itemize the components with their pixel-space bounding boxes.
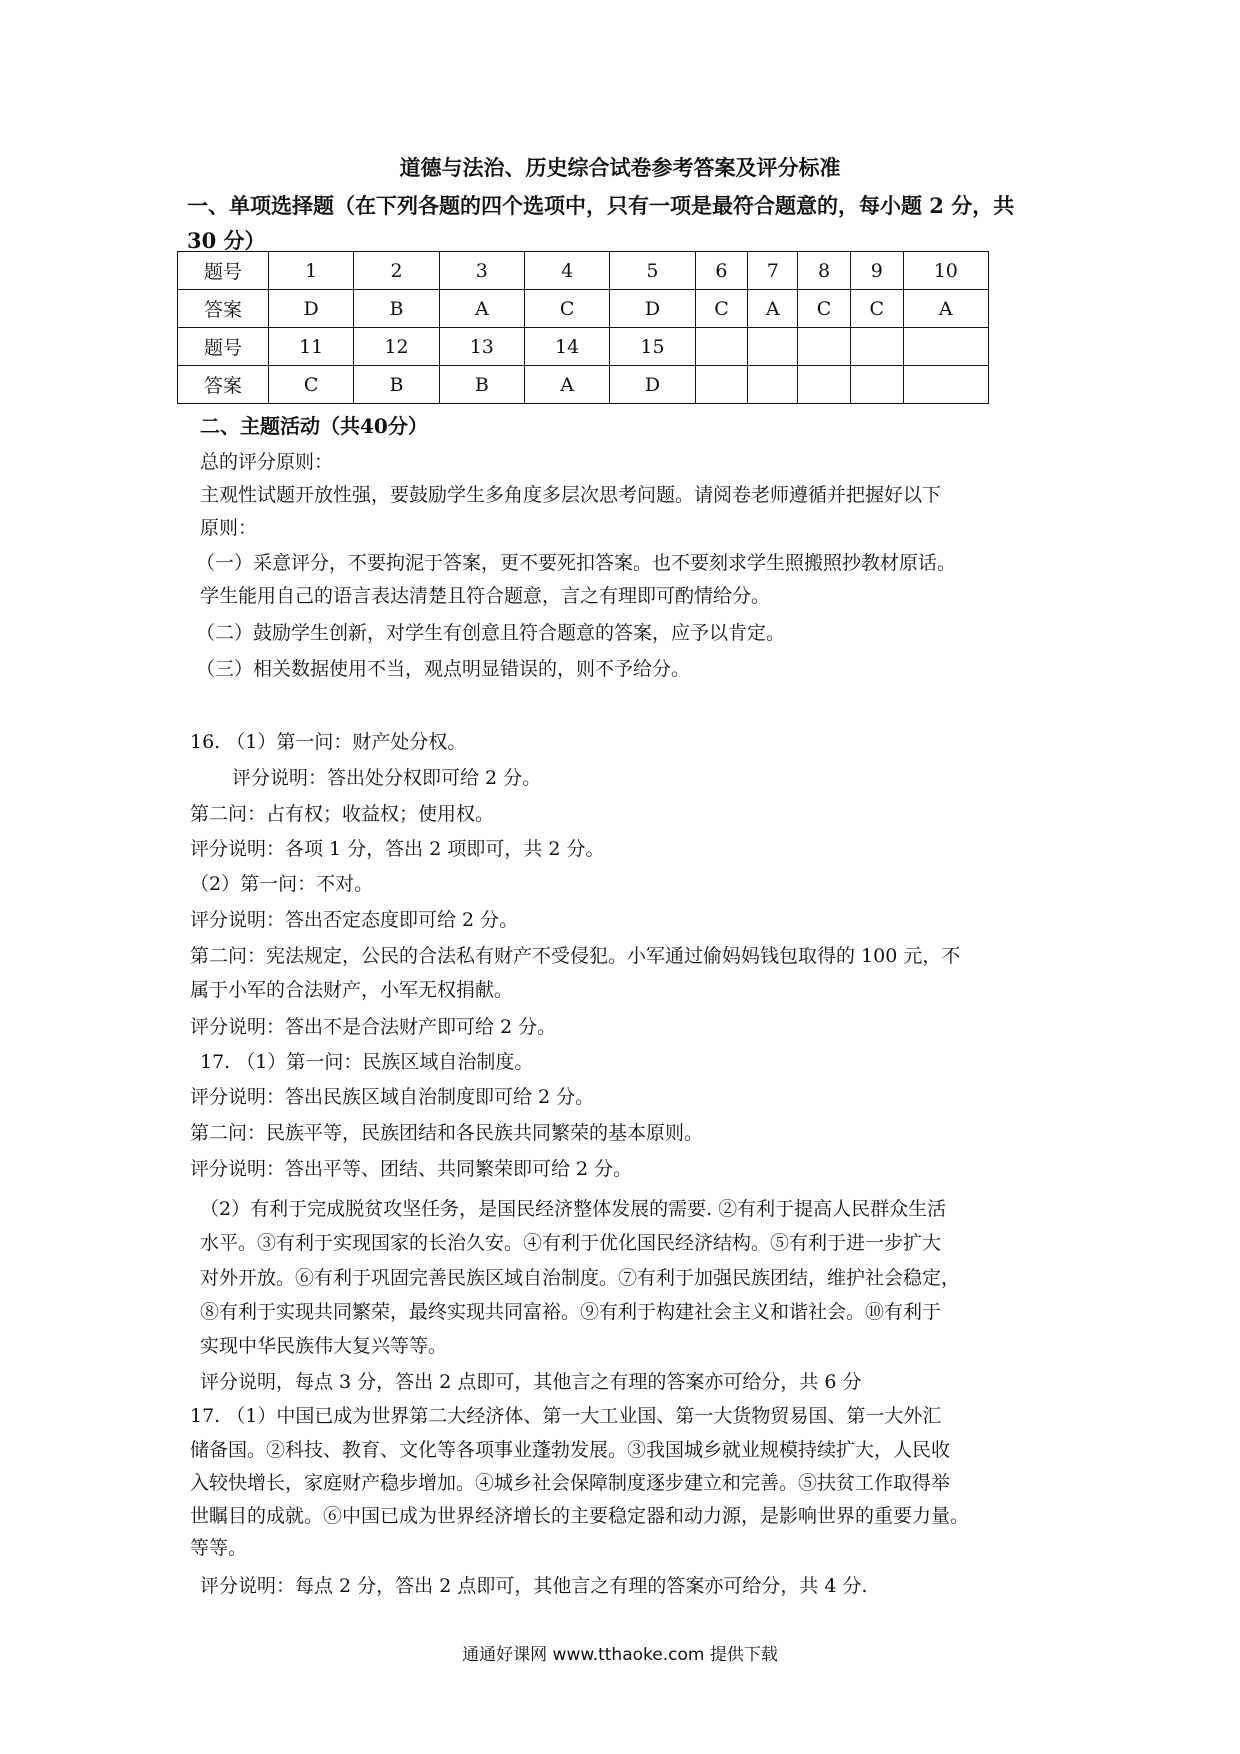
q16-line8: 属于小军的合法财产，小军无权捐献。 — [190, 979, 514, 1001]
q17b-line1: 17. （1）中国已成为世界第二大经济体、第一大工业国、第一大货物贸易国、第一大外汇 — [190, 1405, 942, 1427]
table-cell: 9 — [850, 252, 903, 290]
table-cell — [798, 366, 851, 404]
q17a-line8: ⑧有利于实现共同繁荣，最终实现共同富裕。⑨有利于构建社会主义和谐社会。⑩有利于 — [200, 1301, 942, 1323]
table-cell: 题号 — [178, 252, 269, 290]
table-cell: 3 — [439, 252, 524, 290]
principle-2: （二）鼓励学生创新，对学生有创意且符合题意的答案，应予以肯定。 — [196, 622, 786, 644]
table-cell: 15 — [610, 328, 695, 366]
table-cell: 7 — [748, 252, 798, 290]
table-cell: D — [610, 290, 695, 328]
table-cell: C — [695, 290, 748, 328]
table-cell: 2 — [354, 252, 439, 290]
table-cell — [798, 328, 851, 366]
q17a-line5: （2）有利于完成脱贫攻坚任务，是国民经济整体发展的需要. ②有利于提高人民群众生活 — [200, 1198, 947, 1220]
table-cell: 4 — [524, 252, 609, 290]
table-cell: A — [748, 290, 798, 328]
table-cell: 10 — [903, 252, 988, 290]
table-cell — [695, 366, 748, 404]
section1-heading-line1: 一、单项选择题（在下列各题的四个选项中，只有一项是最符合题意的，每小题 2 分，共 — [187, 193, 1015, 218]
table-cell: 答案 — [178, 290, 269, 328]
q17a-line7: 对外开放。⑥有利于巩固完善民族区域自治制度。⑦有利于加强民族团结，维护社会稳定， — [200, 1267, 961, 1289]
table-cell: D — [610, 366, 695, 404]
table-row — [178, 328, 989, 366]
q16-line7: 第二问：宪法规定，公民的合法私有财产不受侵犯。小军通过偷妈妈钱包取得的 100 元，不 — [190, 945, 961, 967]
table-cell: 8 — [798, 252, 851, 290]
table-row — [178, 290, 989, 328]
q16-line9: 评分说明：答出不是合法财产即可给 2 分。 — [190, 1016, 557, 1038]
table-cell: B — [354, 366, 439, 404]
q16-line2: 评分说明：答出处分权即可给 2 分。 — [232, 767, 542, 789]
table-cell: B — [439, 366, 524, 404]
section2-heading: 二、主题活动（共40分） — [200, 414, 428, 438]
table-cell — [748, 366, 798, 404]
intro-line1: 主观性试题开放性强，要鼓励学生多角度多层次思考问题。请阅卷老师遵循并把握好以下 — [200, 484, 942, 506]
q17a-line1: 17. （1）第一问：民族区域自治制度。 — [200, 1051, 534, 1073]
principle-3: （三）相关数据使用不当，观点明显错误的，则不予给分。 — [196, 658, 691, 680]
footer-watermark: 通通好课网 www.tthaoke.com 提供下载 — [462, 1645, 778, 1665]
table-cell: D — [269, 290, 354, 328]
table-cell: A — [903, 290, 988, 328]
intro-line2: 原则： — [200, 517, 258, 539]
q17a-line2: 评分说明：答出民族区域自治制度即可给 2 分。 — [190, 1086, 595, 1108]
table-cell — [903, 366, 988, 404]
table-cell: 1 — [269, 252, 354, 290]
q17a-line6: 水平。③有利于实现国家的长治久安。④有利于优化国民经济结构。⑤有利于进一步扩大 — [200, 1232, 942, 1254]
principle-1-line1: （一）采意评分，不要拘泥于答案，更不要死扣答案。也不要刻求学生照搬照抄教材原话。 — [196, 552, 957, 574]
table-cell: 6 — [695, 252, 748, 290]
section1-heading — [187, 188, 1067, 258]
table-cell: C — [798, 290, 851, 328]
section1-heading-line2: 30 分） — [187, 228, 266, 253]
table-cell: 5 — [610, 252, 695, 290]
q17b-line2: 储备国。②科技、教育、文化等各项事业蓬勃发展。③我国城乡就业规模持续扩大，人民收 — [190, 1439, 951, 1461]
q17b-line5: 等等。 — [190, 1537, 248, 1559]
answer-table — [177, 251, 989, 404]
table-row — [178, 252, 989, 290]
q17b-line4: 世瞩目的成就。⑥中国已成为世界经济增长的主要稳定器和动力源，是影响世界的重要力量。 — [190, 1505, 970, 1527]
q17a-line4: 评分说明：答出平等、团结、共同繁荣即可给 2 分。 — [190, 1158, 633, 1180]
table-cell — [850, 366, 903, 404]
table-cell: 11 — [269, 328, 354, 366]
table-cell — [748, 328, 798, 366]
page-title: 道德与法治、历史综合试卷参考答案及评分标准 — [399, 155, 841, 180]
table-cell — [903, 328, 988, 366]
table-cell: 13 — [439, 328, 524, 366]
q16-line5: （2）第一问：不对。 — [190, 873, 374, 895]
table-cell: A — [439, 290, 524, 328]
q17a-line10: 评分说明，每点 3 分，答出 2 点即可，其他言之有理的答案亦可给分，共 6 分 — [200, 1371, 862, 1393]
table-cell: C — [269, 366, 354, 404]
table-row — [178, 366, 989, 404]
q17b-line3: 入较快增长，家庭财产稳步增加。④城乡社会保障制度逐步建立和完善。⑤扶贫工作取得举 — [190, 1472, 951, 1494]
table-cell: C — [850, 290, 903, 328]
q16-line3: 第二问：占有权；收益权；使用权。 — [190, 803, 495, 825]
q16-line4: 评分说明：各项 1 分，答出 2 项即可，共 2 分。 — [190, 838, 605, 860]
q16-line6: 评分说明：答出否定态度即可给 2 分。 — [190, 909, 519, 931]
principles-label: 总的评分原则： — [200, 451, 334, 473]
table-cell: A — [524, 366, 609, 404]
table-cell: 答案 — [178, 366, 269, 404]
table-cell: C — [524, 290, 609, 328]
table-cell: 12 — [354, 328, 439, 366]
table-cell — [695, 328, 748, 366]
q17a-line9: 实现中华民族伟大复兴等等。 — [200, 1335, 448, 1357]
table-cell: 14 — [524, 328, 609, 366]
principle-1-line2: 学生能用自己的语言表达清楚且符合题意，言之有理即可酌情给分。 — [200, 585, 771, 607]
q17b-line6: 评分说明：每点 2 分，答出 2 点即可，其他言之有理的答案亦可给分，共 4 分. — [200, 1575, 868, 1597]
q17a-line3: 第二问：民族平等，民族团结和各民族共同繁荣的基本原则。 — [190, 1122, 704, 1144]
table-cell: 题号 — [178, 328, 269, 366]
table-cell: B — [354, 290, 439, 328]
q16-line1: 16. （1）第一问：财产处分权。 — [190, 731, 467, 753]
table-cell — [850, 328, 903, 366]
